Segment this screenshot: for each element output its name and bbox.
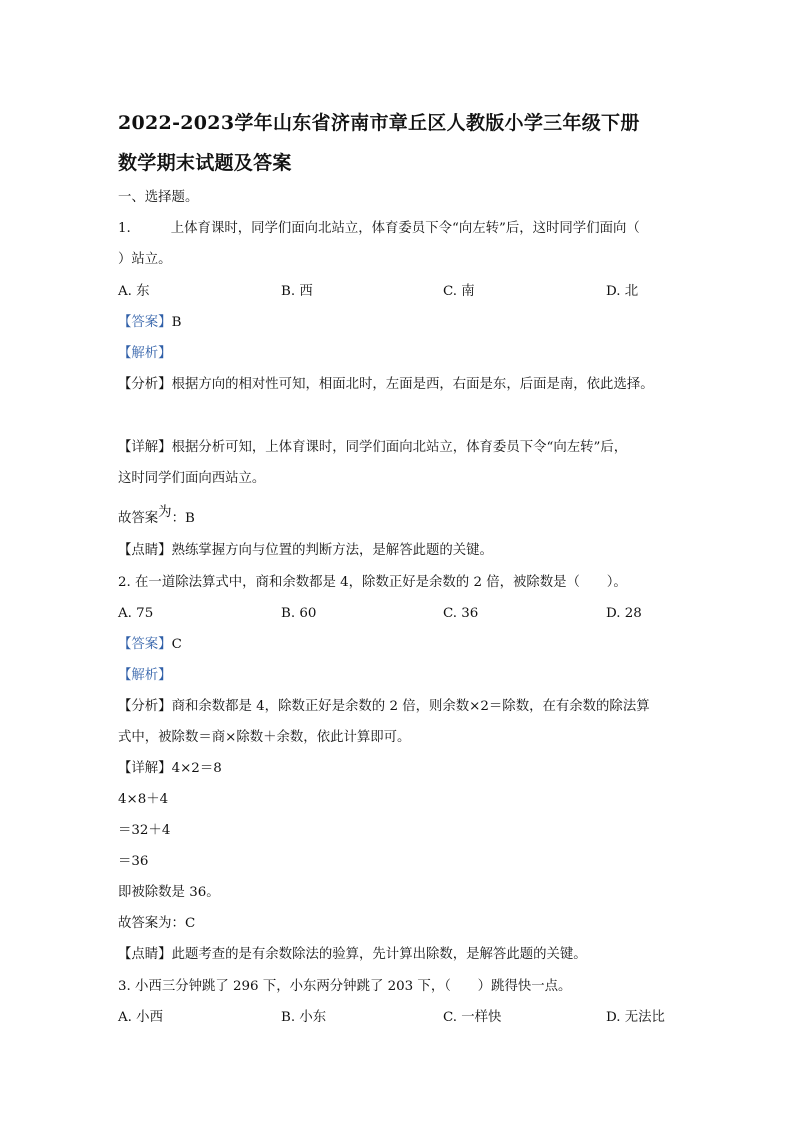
q1-answer-value: B: [171, 315, 182, 330]
q1-option-a: A. 东: [118, 284, 150, 299]
xiangjie-tag: 【详解】: [118, 761, 172, 776]
q1-fenxi: [118, 376, 654, 394]
q1-stem-line-1: [118, 220, 640, 238]
q2-option-b: B. 60: [281, 606, 317, 621]
q2-dianjing: [118, 946, 587, 964]
q2-option-a: A. 75: [118, 606, 154, 621]
q1-final-answer: [118, 505, 195, 528]
q1-number: 1.: [118, 221, 131, 236]
q2-fenxi-text: 商和余数都是 4，除数正好是余数的 2 倍，则余数×2＝除数，在有余数的除法算: [171, 699, 650, 714]
q1-final-sup: 为: [158, 505, 172, 520]
q2-calc-line-1: 4×8＋4: [118, 792, 169, 807]
q2-final-answer: 故答案为：C: [118, 916, 196, 931]
q1-final-value: ：B: [171, 511, 195, 526]
q2-xiangjie: [118, 760, 222, 778]
q3-stem: 3. 小西三分钟跳了 296 下，小东两分钟跳了 203 下，（ ）跳得快一点。: [118, 979, 572, 994]
q3-option-a: A. 小西: [118, 1010, 163, 1025]
q1-dianjing: [118, 542, 493, 560]
q1-option-c: C. 南: [443, 284, 475, 299]
q1-fenxi-text: 根据方向的相对性可知，相面北时，左面是西，右面是东，后面是南，依此选择。: [171, 377, 654, 392]
q3-option-d: D. 无法比: [606, 1010, 665, 1025]
q2-answer-value: C: [171, 637, 182, 652]
document-title-line-1: 2022-2023学年山东省济南市章丘区人教版小学三年级下册: [118, 112, 640, 134]
q2-fenxi-line-2: 式中，被除数＝商×除数＋余数，依此计算即可。: [118, 730, 411, 745]
q1-option-b: B. 西: [281, 284, 313, 299]
q1-dianjing-text: 熟练掌握方向与位置的判断方法，是解答此题的关键。: [171, 543, 493, 558]
q1-answer: [118, 314, 181, 332]
q1-xiangjie-line-2: 这时同学们面向西站立。: [118, 471, 266, 486]
q3-option-c: C. 一样快: [443, 1010, 502, 1025]
dianjing-tag: 【点睛】: [118, 947, 172, 962]
q1-stem-text: 上体育课时，同学们面向北站立，体育委员下令“向左转”后，这时同学们面向（: [170, 221, 640, 236]
q2-calc-line-2: ＝32＋4: [118, 823, 171, 838]
document-title-line-2: 数学期末试题及答案: [118, 152, 292, 174]
fenxi-tag: 【分析】: [118, 699, 172, 714]
section-heading: 一、选择题。: [118, 190, 199, 205]
q2-calc-line-3: ＝36: [118, 854, 149, 869]
q2-xiangjie-text: 4×2＝8: [171, 761, 222, 776]
xiangjie-tag: 【详解】: [118, 440, 172, 455]
q1-option-d: D. 北: [606, 284, 639, 299]
answer-tag: 【答案】: [118, 315, 172, 330]
q2-answer: [118, 636, 182, 654]
q2-option-d: D. 28: [606, 606, 642, 621]
q2-dianjing-text: 此题考查的是有余数除法的验算，先计算出除数，是解答此题的关键。: [171, 947, 587, 962]
dianjing-tag: 【点睛】: [118, 543, 172, 558]
q2-analysis-heading: [118, 667, 172, 685]
q2-option-c: C. 36: [443, 606, 479, 621]
q1-stem-line-2: ）站立。: [118, 252, 172, 267]
fenxi-tag: 【分析】: [118, 377, 172, 392]
q3-option-b: B. 小东: [281, 1010, 327, 1025]
q1-xiangjie-text: 根据分析可知，上体育课时，同学们面向北站立，体育委员下令“向左转”后，: [171, 440, 628, 455]
q1-xiangjie-line-1: [118, 439, 627, 457]
analysis-tag: 【解析】: [118, 346, 172, 361]
q2-fenxi-line-1: [118, 698, 650, 716]
q1-final-prefix: 故答案: [118, 511, 159, 526]
q2-result: 即被除数是 36。: [118, 885, 220, 900]
answer-tag: 【答案】: [118, 637, 172, 652]
q2-stem: 2. 在一道除法算式中，商和余数都是 4，除数正好是余数的 2 倍，被除数是（ ）。: [118, 575, 627, 590]
q1-analysis-heading: [118, 345, 172, 363]
analysis-tag: 【解析】: [118, 668, 172, 683]
